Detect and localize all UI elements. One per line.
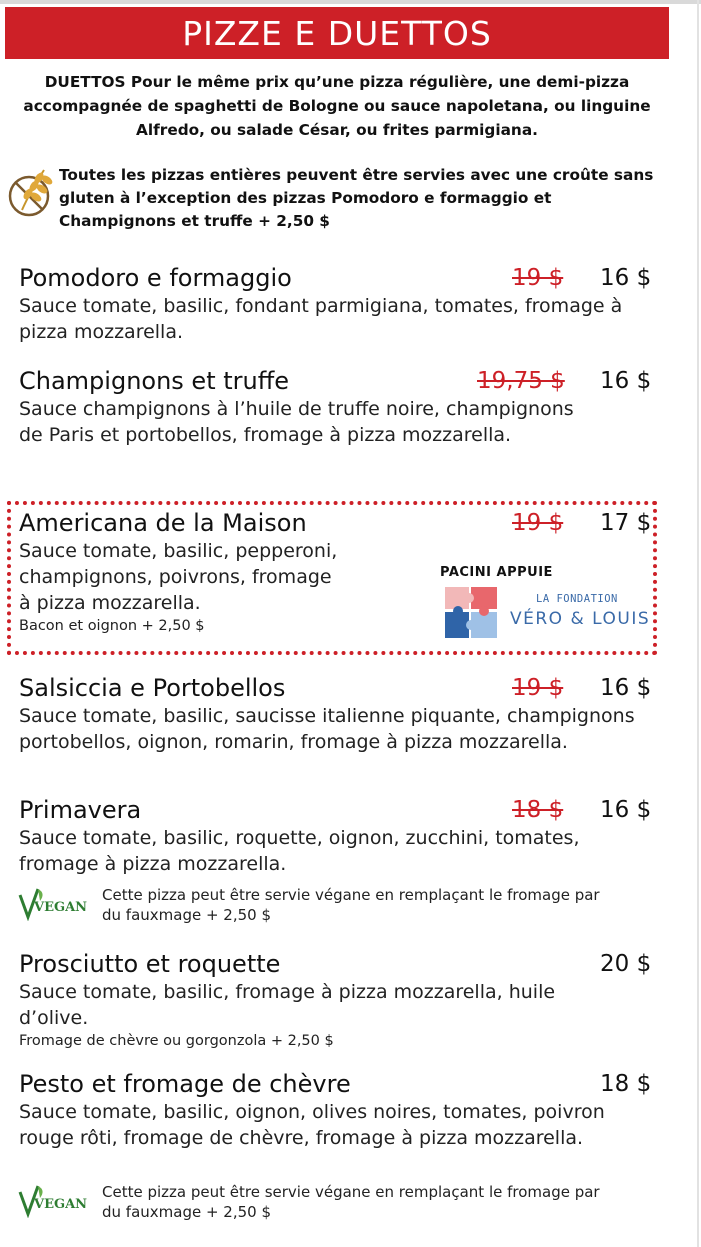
vegan-note <box>18 1182 638 1232</box>
item-name: Primavera <box>19 796 142 824</box>
price: 16 $ <box>600 368 652 394</box>
menu-item-prosciutto <box>19 949 659 1051</box>
vegan-label: VEGAN <box>34 1197 88 1212</box>
item-description: Sauce champignons à l’huile de truffe noire, champignons de Paris et portobellos, fromage à pizza mozzarella. <box>19 398 574 446</box>
item-description: Sauce tomate, basilic, saucisse italienne piquante, champignons portobellos, oignon, romarin, fromage à pizza mozzarella. <box>19 705 635 753</box>
price: 16 $ <box>600 265 652 291</box>
item-name: Prosciutto et roquette <box>19 950 281 978</box>
price: 18 $ <box>600 1071 652 1097</box>
foundation-logo <box>440 565 670 650</box>
vegan-text: Cette pizza peut être servie végane en remplaçant le fromage par du fauxmage + 2,50 $ <box>102 1183 600 1221</box>
vegan-note <box>18 885 638 935</box>
section-title: PIZZE E DUETTOS <box>182 13 492 53</box>
gluten-free-text: Toutes les pizzas entières peuvent être servies avec une croûte sans gluten à l’exception des pizzas Pomodoro e formaggio et Champignons et truffe + 2,50 $ <box>59 166 654 230</box>
old-price: 19 $ <box>512 265 564 291</box>
vegan-text: Cette pizza peut être servie végane en remplaçant le fromage par du fauxmage + 2,50 $ <box>102 886 600 924</box>
item-name: Pesto et fromage de chèvre <box>19 1070 351 1098</box>
item-description-line: champignons, poivrons, fromage <box>19 566 332 588</box>
vegan-label: VEGAN <box>34 900 88 915</box>
item-name: Salsiccia e Portobellos <box>19 674 286 702</box>
item-extra: Fromage de chèvre ou gorgonzola + 2,50 $ <box>19 1033 334 1049</box>
menu-item-pesto <box>19 1069 659 1151</box>
top-edge <box>0 0 701 4</box>
right-edge <box>697 0 699 1247</box>
item-name: Pomodoro e formaggio <box>19 264 292 292</box>
vegan-icon <box>18 887 94 921</box>
vegan-icon <box>18 1184 94 1218</box>
gluten-free-icon <box>8 162 54 222</box>
item-extra: Bacon et oignon + 2,50 $ <box>19 618 205 634</box>
old-price: 19,75 $ <box>477 368 565 394</box>
item-description: Sauce tomate, basilic, fromage à pizza mozzarella, huile d’olive. <box>19 981 556 1029</box>
old-price: 19 $ <box>512 510 564 536</box>
item-description-line: Sauce tomate, basilic, pepperoni, <box>19 540 338 562</box>
old-price: 18 $ <box>512 797 564 823</box>
item-name: Americana de la Maison <box>19 509 307 537</box>
item-description-line: à pizza mozzarella. <box>19 592 201 614</box>
price: 20 $ <box>600 951 652 977</box>
foundation-line2: VÉRO & LOUIS <box>510 609 651 629</box>
item-description: Sauce tomate, basilic, fondant parmigiana, tomates, fromage à pizza mozzarella. <box>19 295 623 343</box>
promo-headline: PACINI APPUIE <box>440 565 553 580</box>
duettos-intro: DUETTOS Pour le même prix qu’une pizza régulière, une demi-pizza accompagnée de spaghetti de Bologne ou sauce napoletana, ou linguine Alfredo, ou salade César, ou frites parmigiana. <box>23 73 651 139</box>
old-price: 19 $ <box>512 675 564 701</box>
foundation-line1: LA FONDATION <box>536 593 618 605</box>
item-description: Sauce tomate, basilic, roquette, oignon, zucchini, tomates, fromage à pizza mozzarella. <box>19 827 580 875</box>
item-name: Champignons et truffe <box>19 367 290 395</box>
gluten-free-note <box>8 162 668 242</box>
price: 16 $ <box>600 675 652 701</box>
section-header <box>5 7 669 59</box>
puzzle-icon <box>445 587 500 639</box>
price: 16 $ <box>600 797 652 823</box>
item-description: Sauce tomate, basilic, oignon, olives noires, tomates, poivron rouge rôti, fromage de chèvre, fromage à pizza mozzarella. <box>19 1101 605 1149</box>
price: 17 $ <box>600 510 652 536</box>
